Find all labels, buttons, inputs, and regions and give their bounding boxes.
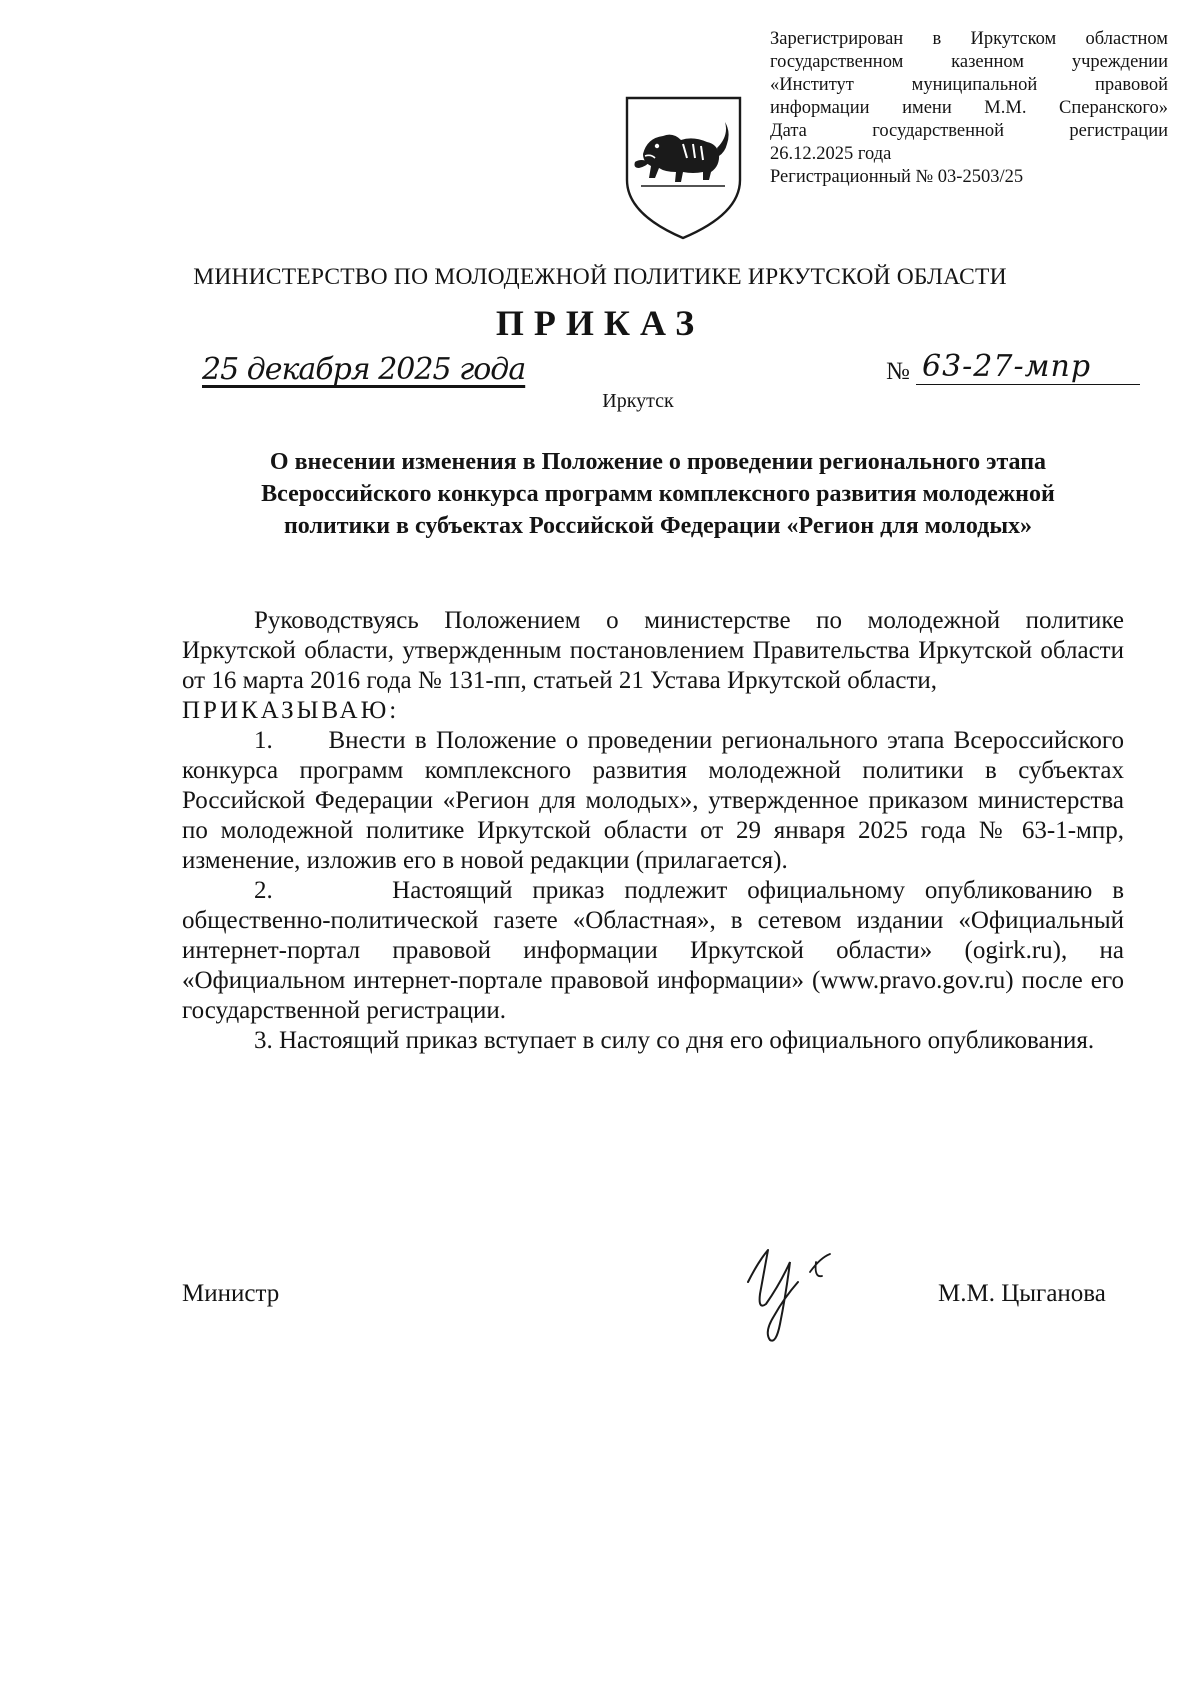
irkutsk-coat-of-arms-icon [621, 92, 746, 242]
subject-line: О внесении изменения в Положение о проведении регионального этапа [269, 449, 1047, 475]
order-item-3: 3. Настоящий приказ вступает в силу со дня его официального опубликования. [254, 1027, 1095, 1054]
document-type-title: ПРИКАЗ [495, 303, 705, 343]
registration-line: Дата государственной регистрации [770, 121, 1168, 141]
registration-line: государственном казенном учреждении [770, 52, 1168, 72]
registration-number: Регистрационный № 03-2503/25 [770, 167, 1024, 187]
order-item-1: 1. Внести в Положение о проведении регионального этапа Всероссийского конкурса программ комплексного развития молодежной политики в субъектах Российской Федерации «Регион для молодых», утвержденное приказом министерства по молодежной политике Иркутской области от 29 января 2025 года № 63-1-мпр, изменение, изложив его в новой редакции (прилагается). [182, 727, 1124, 874]
registration-date: 26.12.2025 года [770, 144, 892, 164]
city-of-issue: Иркутск [602, 390, 674, 412]
order-item-2: 2. Настоящий приказ подлежит официальному опубликованию в общественно-политической газете «Областная», в сетевом издании «Официальный интернет-портал правовой информации Иркутской области» (ogirk.ru), на «Официальном интернет-портале правовой информации» (www.pravo.gov.ru) после его государственной регистрации. [182, 877, 1124, 1024]
registration-line: «Институт муниципальной правовой [770, 75, 1168, 95]
preamble-paragraph: Руководствуясь Положением о министерстве по молодежной политике Иркутской области, утвержденным постановлением Правительства Иркутской области от 16 марта 2016 года № 131-пп, статьей 21 Устава Иркутской области, [182, 607, 1124, 694]
signatory-role: Министр [182, 1280, 280, 1307]
registration-stamp [770, 28, 1168, 189]
ministry-name: МИНИСТЕРСТВО ПО МОЛОДЕЖНОЙ ПОЛИТИКЕ ИРКУТСКОЙ ОБЛАСТИ [193, 264, 1007, 290]
registration-line: Зарегистрирован в Иркутском областном [770, 29, 1168, 49]
order-directive: ПРИКАЗЫВАЮ: [182, 697, 400, 724]
number-sign: № [886, 358, 910, 385]
order-subject [175, 446, 1141, 542]
handwritten-signature [740, 1232, 850, 1352]
registration-line: информации имени М.М. Сперанского» [770, 98, 1168, 118]
subject-line: Всероссийского конкурса программ комплексного развития молодежной [261, 481, 1055, 507]
subject-line: политики в субъектах Российской Федерации «Регион для молодых» [283, 513, 1033, 539]
document-date: 25 декабря 2025 года [202, 352, 526, 387]
signatory-name: М.М. Цыганова [938, 1280, 1106, 1307]
order-body [182, 606, 1124, 1056]
document-number: 63-27-мпр [916, 350, 1140, 385]
